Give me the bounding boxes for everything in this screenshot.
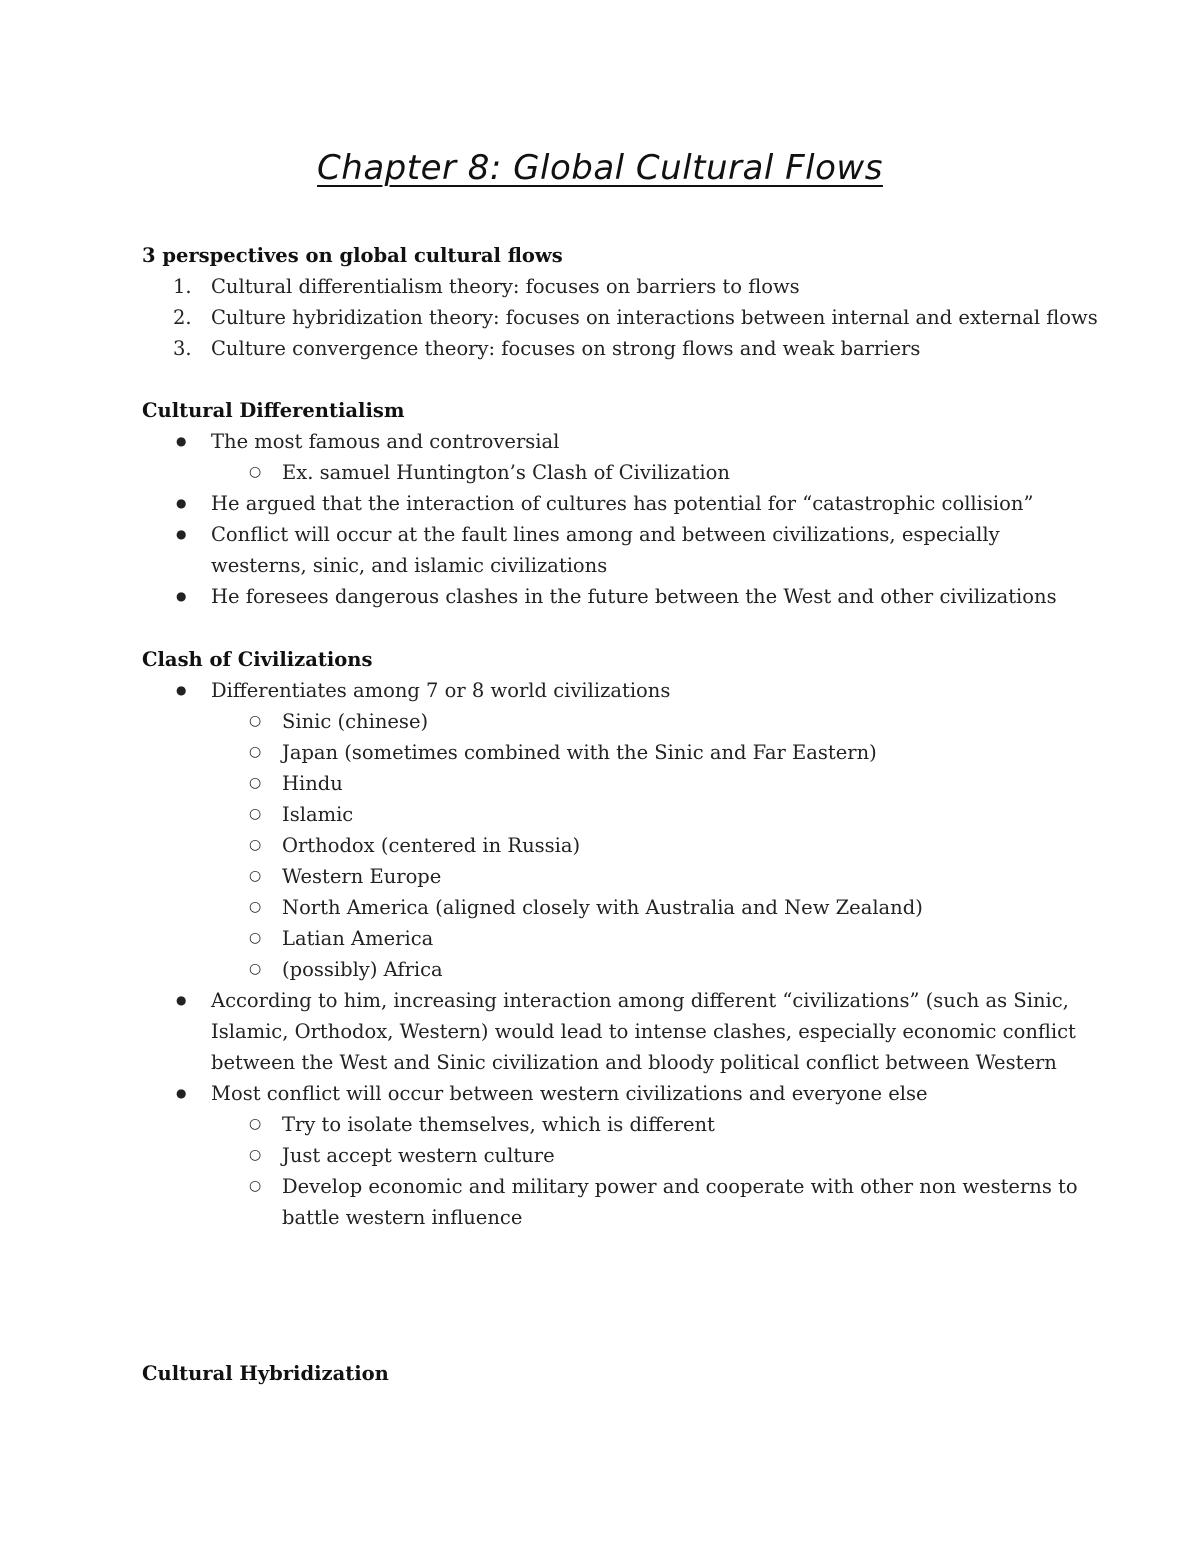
list-item: Develop economic and military power and cooperate with other non westerns to [282, 1175, 1078, 1198]
sub-bullet-icon: ○ [249, 1178, 262, 1194]
list-item: Culture convergence theory: focuses on strong flows and weak barriers [211, 337, 921, 360]
sub-bullet-icon: ○ [249, 1116, 262, 1132]
section-heading-clash: Clash of Civilizations [142, 648, 373, 671]
bullet-icon: ● [176, 993, 187, 1007]
sub-bullet-icon: ○ [249, 464, 262, 480]
list-item: Sinic (chinese) [282, 710, 429, 733]
list-item: Cultural differentialism theory: focuses on barriers to flows [211, 275, 800, 298]
list-item: (possibly) Africa [282, 958, 443, 981]
list-item: He foresees dangerous clashes in the future between the West and other civilizations [211, 585, 1057, 608]
bullet-icon: ● [176, 496, 187, 510]
bullet-icon: ● [176, 527, 187, 541]
sub-bullet-icon: ○ [249, 868, 262, 884]
list-item: Differentiates among 7 or 8 world civilizations [211, 679, 671, 702]
list-item-continuation: between the West and Sinic civilization and bloody political conflict between Western [211, 1051, 1057, 1074]
sub-bullet-icon: ○ [249, 899, 262, 915]
list-item: Conflict will occur at the fault lines among and between civilizations, especially [211, 523, 1000, 546]
list-item: Ex. samuel Huntington’s Clash of Civilization [282, 461, 730, 484]
sub-bullet-icon: ○ [249, 744, 262, 760]
sub-bullet-icon: ○ [249, 1147, 262, 1163]
list-item: Western Europe [282, 865, 442, 888]
sub-bullet-icon: ○ [249, 775, 262, 791]
sub-bullet-icon: ○ [249, 806, 262, 822]
page-title: Chapter 8: Global Cultural Flows [317, 148, 883, 188]
list-item: He argued that the interaction of cultures has potential for “catastrophic collision” [211, 492, 1034, 515]
list-item: Hindu [282, 772, 343, 795]
list-item: Just accept western culture [282, 1144, 555, 1167]
bullet-icon: ● [176, 1086, 187, 1100]
bullet-icon: ● [176, 589, 187, 603]
bullet-icon: ● [176, 683, 187, 697]
list-item: North America (aligned closely with Australia and New Zealand) [282, 896, 923, 919]
list-item: The most famous and controversial [211, 430, 560, 453]
section-heading-hybridization: Cultural Hybridization [142, 1362, 389, 1385]
sub-bullet-icon: ○ [249, 837, 262, 853]
sub-bullet-icon: ○ [249, 961, 262, 977]
list-item: Orthodox (centered in Russia) [282, 834, 581, 857]
list-number: 3. [173, 337, 192, 360]
sub-bullet-icon: ○ [249, 930, 262, 946]
list-item: Culture hybridization theory: focuses on interactions between internal and external flows [211, 306, 1098, 329]
sub-bullet-icon: ○ [249, 713, 262, 729]
list-item-continuation: Islamic, Orthodox, Western) would lead to intense clashes, especially economic conflict [211, 1020, 1076, 1043]
list-item: Most conflict will occur between western civilizations and everyone else [211, 1082, 928, 1105]
list-number: 1. [173, 275, 192, 298]
section-heading-perspectives: 3 perspectives on global cultural flows [142, 244, 563, 267]
bullet-icon: ● [176, 434, 187, 448]
list-item: Latian America [282, 927, 434, 950]
section-heading-differentialism: Cultural Differentialism [142, 399, 405, 422]
list-item: Islamic [282, 803, 354, 826]
list-item: Try to isolate themselves, which is different [282, 1113, 715, 1136]
list-item: Japan (sometimes combined with the Sinic and Far Eastern) [282, 741, 877, 764]
list-number: 2. [173, 306, 192, 329]
list-item-continuation: battle western influence [282, 1206, 523, 1229]
list-item: According to him, increasing interaction among different “civilizations” (such as Sinic, [211, 989, 1069, 1012]
list-item-continuation: westerns, sinic, and islamic civilizations [211, 554, 608, 577]
